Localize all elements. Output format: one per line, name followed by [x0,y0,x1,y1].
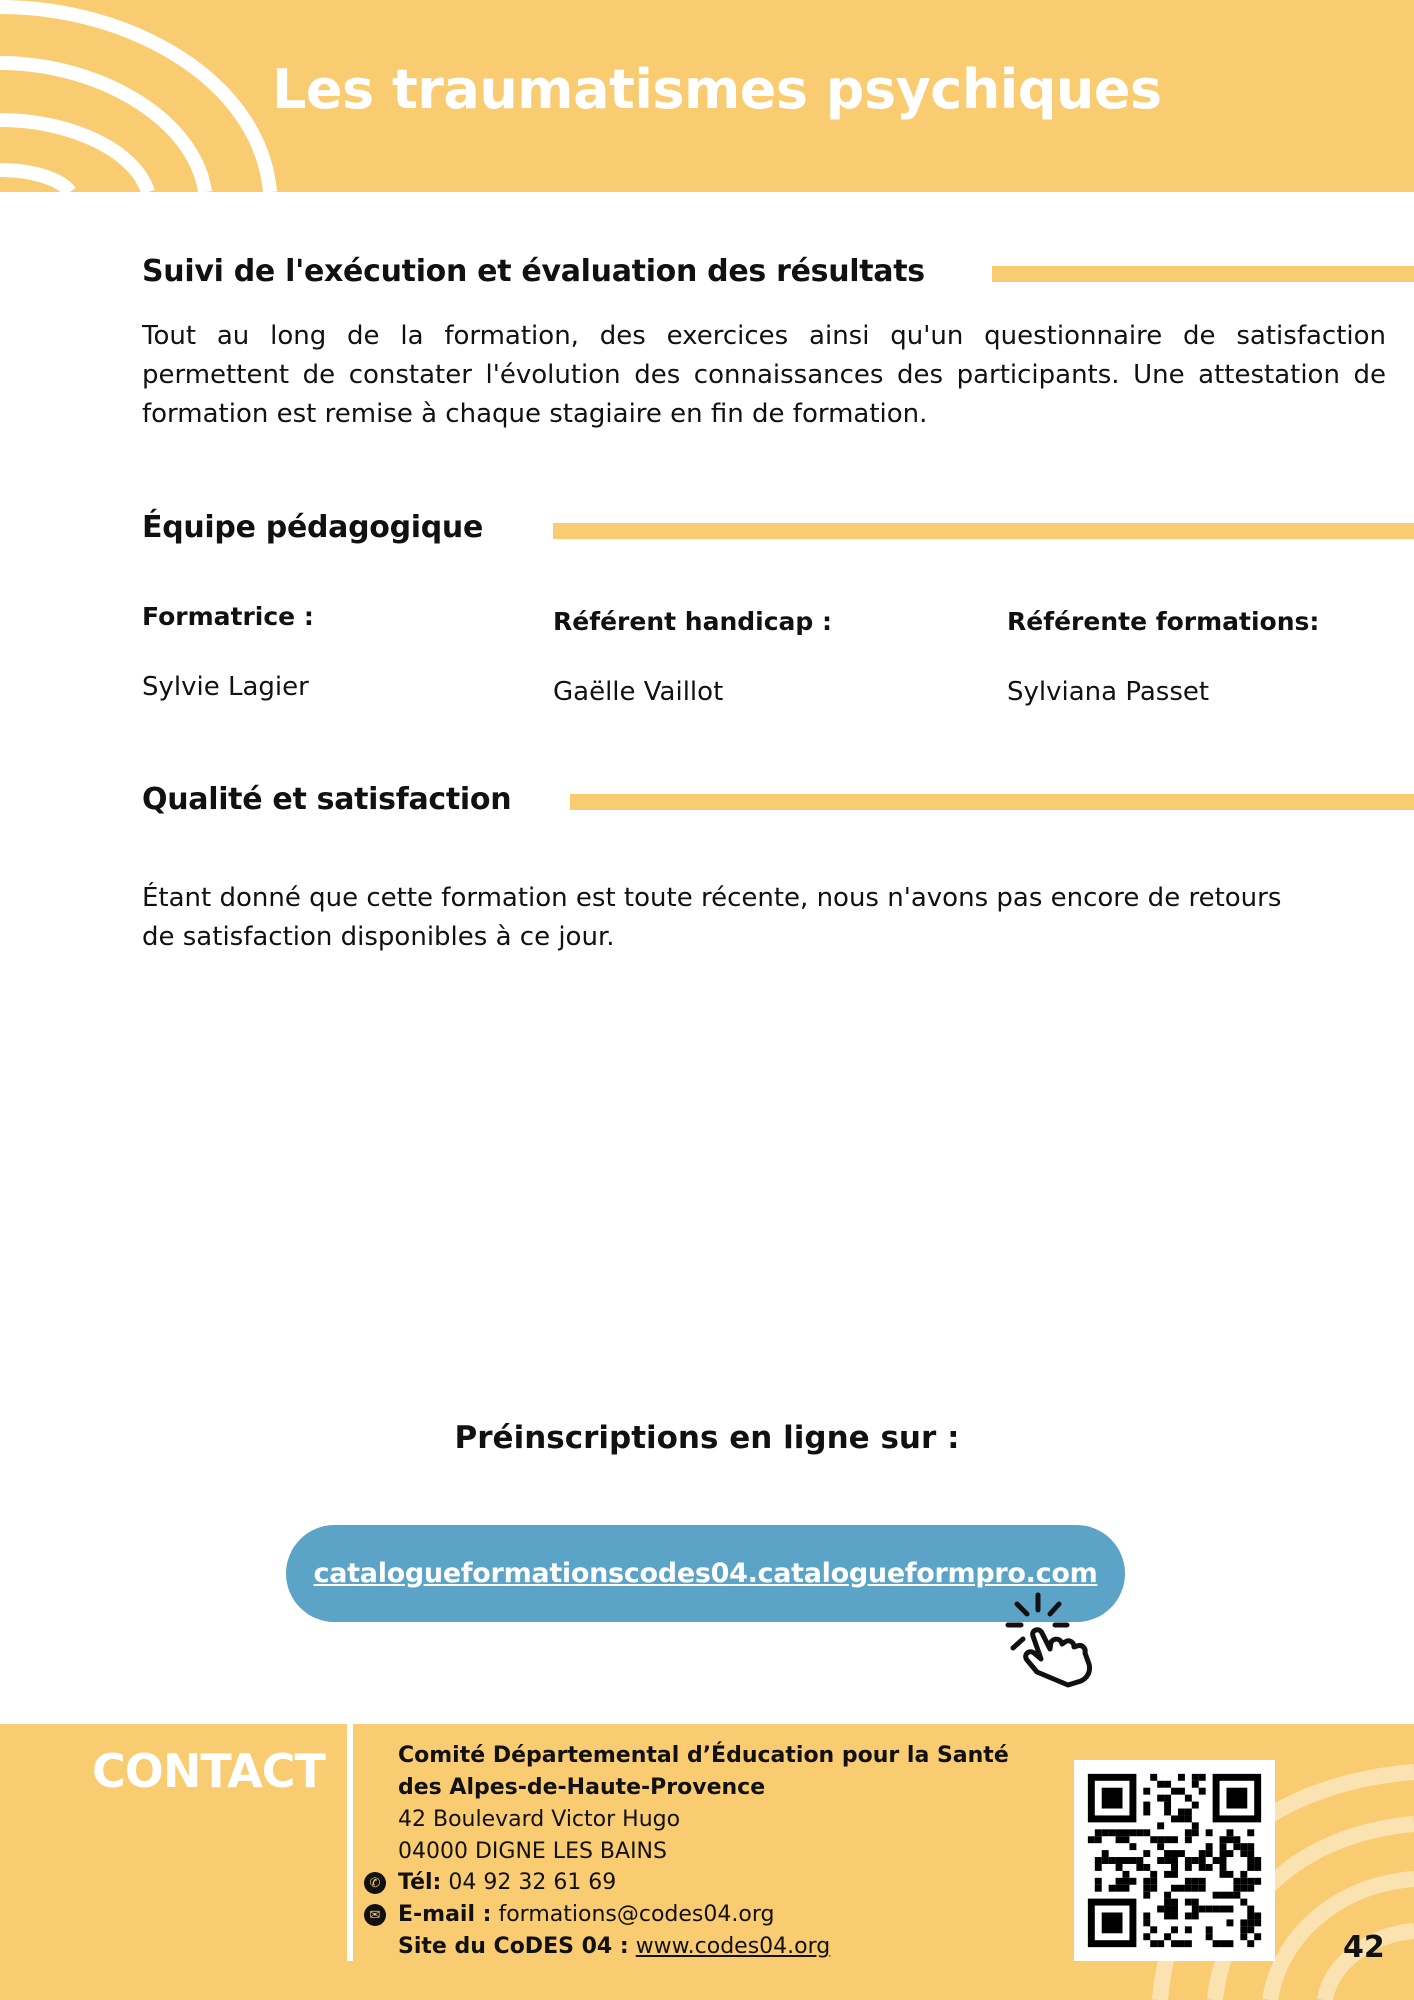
suivi-text: Tout au long de la formation, des exercices ainsi qu'un questionnaire de satisfaction permettent de constater l'évolution des connaissances des participants. Une attestation de formation est remise à chaque stagiaire en fin de formation. [142,321,1386,429]
page-title: Les traumatismes psychiques [272,58,1162,121]
qr-code-pattern [1074,1760,1275,1961]
name-formatrice: Sylvie Lagier [142,672,309,702]
role-referent-handicap: Référent handicap : [553,607,832,636]
site-link[interactable]: www.codes04.org [635,1934,831,1959]
address-line2: 04000 DIGNE LES BAINS [398,1839,667,1864]
preinscription-link[interactable]: catalogueformationscodes04.catalogueformpro.com [313,1558,1098,1589]
section-heading-suivi: Suivi de l'exécution et évaluation des résultats [142,254,925,289]
name-referente-formations: Sylviana Passet [1007,677,1210,707]
heading-bar [570,794,1414,810]
heading-bar [553,523,1414,539]
org-name-line1: Comité Départemental d’Éducation pour la Santé [398,1743,1009,1768]
email-line [398,1899,774,1931]
contact-label: CONTACT [92,1744,325,1798]
email-label: E-mail : [398,1902,492,1927]
name-referent-handicap: Gaëlle Vaillot [553,677,724,707]
hand-click-icon [1005,1592,1105,1688]
phone-line [398,1867,616,1899]
site-line [398,1931,830,1963]
qr-code [1074,1760,1275,1961]
phone-icon: ✆ [364,1872,386,1894]
phone-label: Tél: [398,1870,442,1895]
role-referente-formations: Référente formations: [1007,607,1320,636]
section-heading-qualite: Qualité et satisfaction [142,782,512,817]
address-line1: 42 Boulevard Victor Hugo [398,1807,681,1832]
org-name-line2: des Alpes-de-Haute-Provence [398,1775,766,1800]
phone-number: 04 92 32 61 69 [448,1870,617,1895]
role-formatrice: Formatrice : [142,602,314,631]
site-label: Site du CoDES 04 : [398,1934,629,1959]
qualite-text: Étant donné que cette formation est toute récente, nous n'avons pas encore de retours de satisfaction disponibles à ce jour. [142,883,1282,952]
header-band [0,0,1414,192]
preinscription-label: Préinscriptions en ligne sur : [454,1420,960,1456]
divider [347,1724,353,1961]
heading-bar [992,266,1414,282]
email-address[interactable]: formations@codes04.org [498,1902,775,1927]
preinscription-link-button[interactable] [286,1525,1125,1622]
page-number: 42 [1343,1930,1385,1965]
section-heading-equipe: Équipe pédagogique [142,510,484,545]
email-icon: ✉ [364,1904,386,1926]
decorative-arcs [0,0,300,192]
